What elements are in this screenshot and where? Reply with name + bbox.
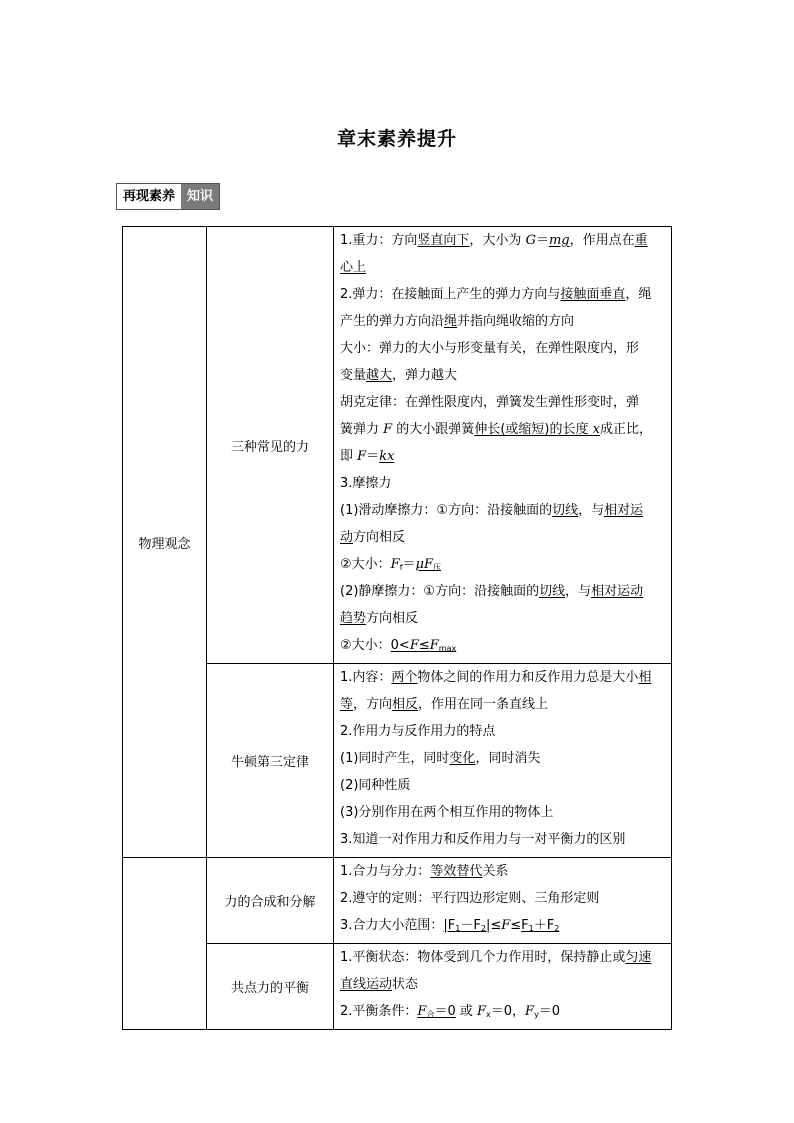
page-title: 章末素养提升 (336, 128, 457, 150)
content-line: 2.作用力与反作用力的特点 (340, 724, 496, 739)
content-line: 即 F＝kx (340, 449, 395, 464)
content-line: 变量越大，弹力越大 (340, 368, 458, 383)
content-line: 簧弹力 F 的大小跟弹簧伸长(或缩短)的长度 x成正比， (340, 422, 652, 437)
content-line: 胡克定律：在弹性限度内，弹簧发生弹性形变时，弹 (340, 395, 640, 410)
content-line: (2)静摩擦力：①方向：沿接触面的切线，与相对运动 (340, 584, 644, 599)
content-line: 直线运动状态 (340, 977, 419, 992)
badge-label-primary: 再现素养 (117, 184, 181, 209)
content-line: 2.遵守的定则：平行四边形定则、三角形定则 (340, 891, 600, 906)
content-line: 1.内容：两个物体之间的作用力和反作用力总是大小相 (340, 670, 652, 685)
content-line: (2)同种性质 (340, 778, 411, 793)
section-badge (116, 183, 220, 210)
content-line: (1)同时产生，同时变化，同时消失 (340, 751, 541, 766)
knowledge-table (122, 226, 672, 1030)
content-line: (1)滑动摩擦力：①方向：沿接触面的切线，与相对运 (340, 503, 644, 518)
content-line: 趋势方向相反 (340, 611, 419, 626)
section-label: 共点力的平衡 (207, 944, 334, 1030)
content-line: 1.平衡状态：物体受到几个力作用时，保持静止或匀速 (340, 950, 652, 965)
content-line: 心上 (340, 260, 367, 275)
section-content-composition (334, 858, 672, 944)
content-line: ②大小：$0<F\le F_{max}$ (340, 638, 457, 653)
content-line: 1.合力与分力：等效替代关系 (340, 864, 509, 879)
content-line: 3.合力大小范围：$|F_1-F_2|\le F\le F_1+F_2$ (340, 918, 560, 933)
content-line: 2.弹力：在接触面上产生的弹力方向与接触面垂直，绳 (340, 287, 652, 302)
content-line: 大小：弹力的大小与形变量有关，在弹性限度内，形 (340, 341, 640, 356)
content-line: 产生的弹力方向沿绳并指向绳收缩的方向 (340, 314, 575, 329)
section-label: 力的合成和分解 (207, 858, 334, 944)
content-line: 等，方向相反，作用在同一条直线上 (340, 697, 549, 712)
table-row (123, 858, 672, 944)
section-label: 三种常见的力 (207, 227, 334, 664)
section-content-third-law (334, 664, 672, 858)
content-line: (3)分别作用在两个相互作用的物体上 (340, 805, 554, 820)
section-content-equilibrium (334, 944, 672, 1030)
content-line: 3.摩擦力 (340, 476, 392, 491)
content-line: 3.知道一对作用力和反作用力与一对平衡力的区别 (340, 832, 626, 847)
content-line: 2.平衡条件：$F_合=0$ 或 $F_x=0$，$F_y=0$ (340, 1004, 561, 1019)
section-label: 牛顿第三定律 (207, 664, 334, 858)
content-line: 1.重力：方向竖直向下，大小为 G＝mg，作用点在重 (340, 233, 648, 248)
content-line: ②大小：$F_f=\mu F_压$ (340, 557, 441, 572)
category-cell-empty (123, 858, 207, 1030)
content-line: 动方向相反 (340, 530, 406, 545)
category-cell: 物理观念 (123, 227, 207, 858)
badge-label-secondary: 知识 (181, 184, 219, 209)
table-row (123, 227, 672, 664)
section-content-forces (334, 227, 672, 664)
